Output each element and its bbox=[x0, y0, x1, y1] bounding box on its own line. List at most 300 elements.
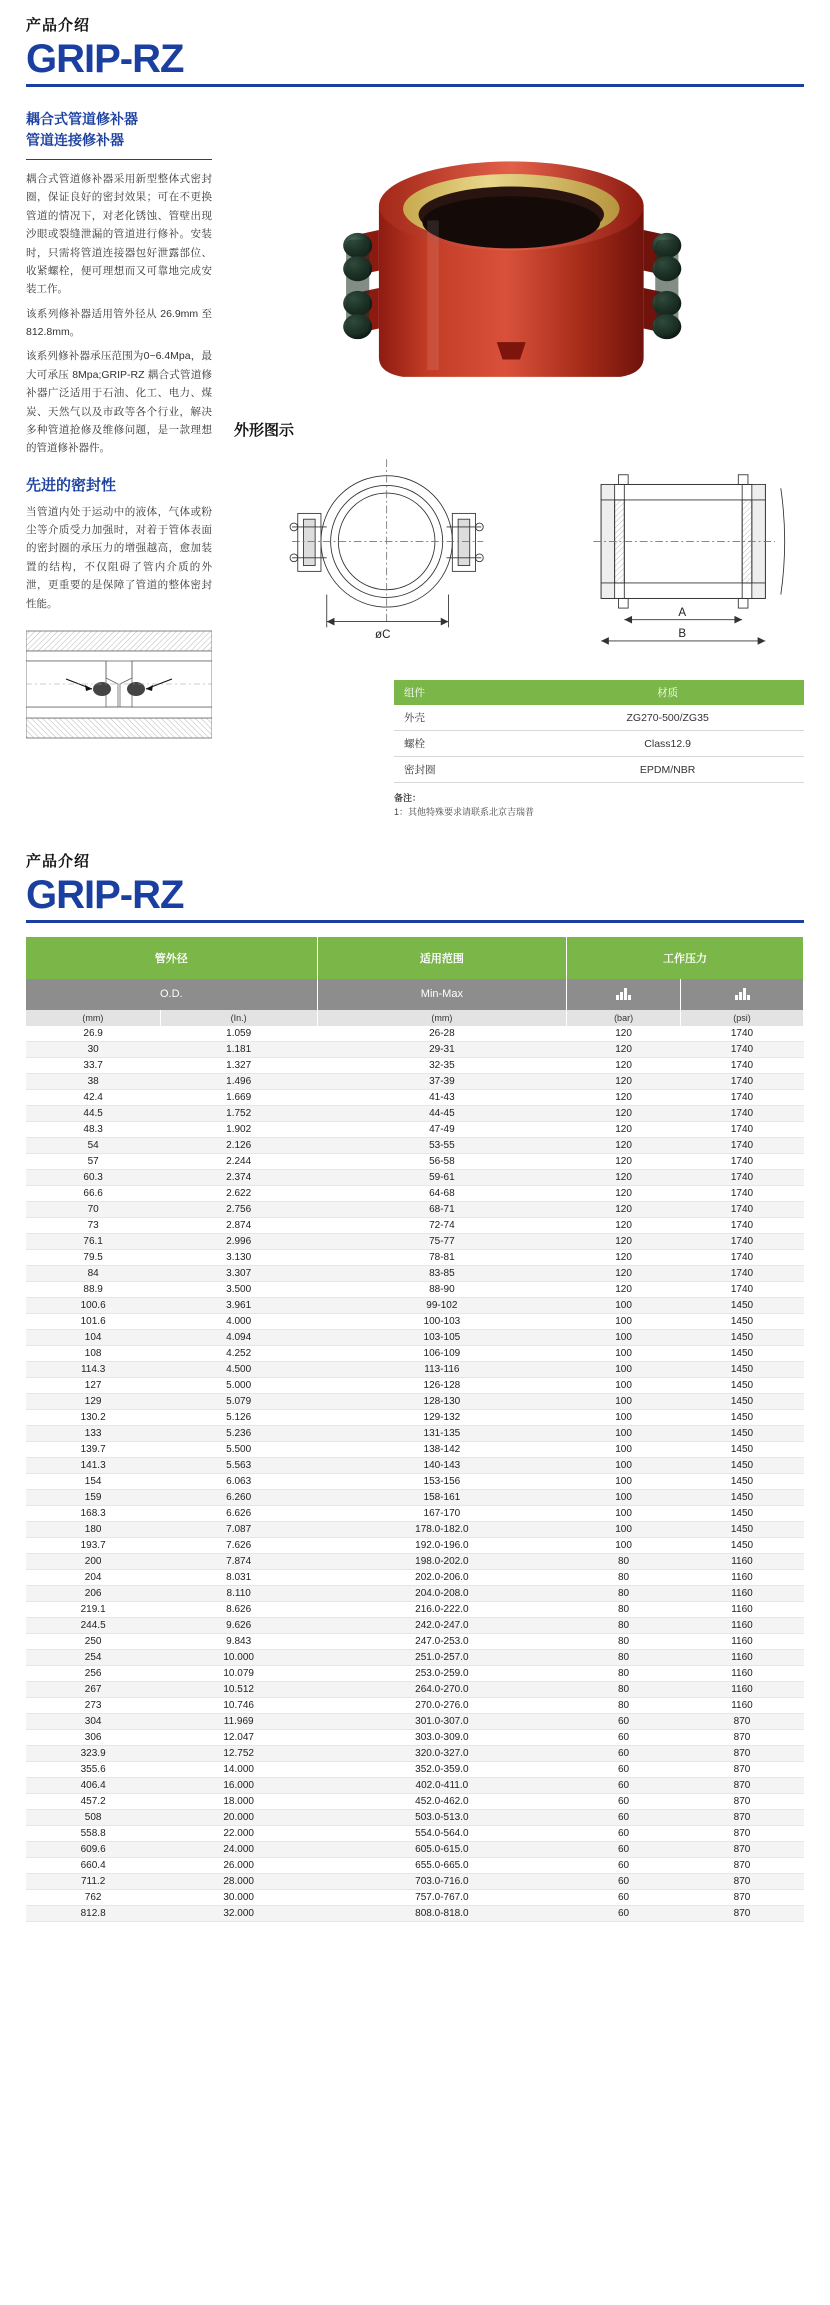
spec-cell-psi: 1450 bbox=[681, 1489, 804, 1505]
table-row bbox=[26, 1617, 804, 1633]
spec-cell-od_in: 10.079 bbox=[160, 1665, 317, 1681]
specification-table bbox=[26, 937, 804, 1922]
spec-cell-range_mm: 129-132 bbox=[317, 1409, 567, 1425]
spec-cell-od_mm: 256 bbox=[26, 1665, 160, 1681]
table-row bbox=[26, 1633, 804, 1649]
spec-cell-range_mm: 153-156 bbox=[317, 1473, 567, 1489]
spec-cell-range_mm: 655.0-665.0 bbox=[317, 1857, 567, 1873]
spec-cell-psi: 1450 bbox=[681, 1393, 804, 1409]
spec-cell-od_in: 10.746 bbox=[160, 1697, 317, 1713]
spec-cell-range_mm: 138-142 bbox=[317, 1441, 567, 1457]
table-row bbox=[26, 1121, 804, 1137]
spec-cell-psi: 1740 bbox=[681, 1153, 804, 1169]
spec-cell-od_mm: 355.6 bbox=[26, 1761, 160, 1777]
spec-cell-range_mm: 56-58 bbox=[317, 1153, 567, 1169]
spec-cell-od_mm: 130.2 bbox=[26, 1409, 160, 1425]
table-row bbox=[26, 1057, 804, 1073]
spec-cell-range_mm: 47-49 bbox=[317, 1121, 567, 1137]
intro-paragraph-3: 该系列修补器承压范围为0~6.4Mpa，最大可承压 8Mpa;GRIP-RZ 耦合式管道修补器广泛适用于石油、化工、电力、煤炭、天然气以及市政等各个行业，解决多种管道抢修及维修问题，是一款理想的管道修补器件。 bbox=[26, 350, 212, 455]
spec-cell-psi: 1160 bbox=[681, 1697, 804, 1713]
outline-drawings bbox=[234, 446, 804, 666]
spec-cell-psi: 870 bbox=[681, 1889, 804, 1905]
spec-cell-od_in: 3.307 bbox=[160, 1265, 317, 1281]
spec-cell-bar: 100 bbox=[567, 1473, 681, 1489]
spec-cell-bar: 100 bbox=[567, 1329, 681, 1345]
spec-group-range: 适用范围 bbox=[317, 937, 567, 979]
spec-cell-bar: 60 bbox=[567, 1889, 681, 1905]
spec-cell-od_in: 9.843 bbox=[160, 1633, 317, 1649]
spec-unit-header-row bbox=[26, 1010, 804, 1026]
spec-cell-bar: 120 bbox=[567, 1249, 681, 1265]
spec-cell-od_in: 32.000 bbox=[160, 1905, 317, 1921]
spec-cell-bar: 60 bbox=[567, 1761, 681, 1777]
spec-cell-od_mm: 206 bbox=[26, 1585, 160, 1601]
spec-cell-range_mm: 178.0-182.0 bbox=[317, 1521, 567, 1537]
spec-cell-bar: 100 bbox=[567, 1361, 681, 1377]
brand-title: GRIP-RZ bbox=[26, 37, 184, 81]
spec-cell-bar: 60 bbox=[567, 1825, 681, 1841]
table-row bbox=[26, 1713, 804, 1729]
intro-paragraph-2: 该系列修补器适用管外径从 26.9mm 至 812.8mm。 bbox=[26, 307, 212, 338]
spec-cell-od_in: 7.874 bbox=[160, 1553, 317, 1569]
spec-cell-range_mm: 72-74 bbox=[317, 1217, 567, 1233]
spec-cell-psi: 1740 bbox=[681, 1265, 804, 1281]
spec-cell-bar: 60 bbox=[567, 1841, 681, 1857]
table-row bbox=[26, 1073, 804, 1089]
spec-cell-od_mm: 66.6 bbox=[26, 1185, 160, 1201]
spec-cell-bar: 120 bbox=[567, 1153, 681, 1169]
spec-cell-range_mm: 113-116 bbox=[317, 1361, 567, 1377]
spec-cell-od_in: 5.000 bbox=[160, 1377, 317, 1393]
material-note-text: 1：其他特殊要求请联系北京吉瑞普 bbox=[394, 807, 535, 818]
spec-cell-bar: 80 bbox=[567, 1601, 681, 1617]
pressure-gauge-icon-psi bbox=[681, 979, 804, 1010]
spec-cell-od_mm: 127 bbox=[26, 1377, 160, 1393]
spec-cell-range_mm: 301.0-307.0 bbox=[317, 1713, 567, 1729]
spec-cell-psi: 1450 bbox=[681, 1409, 804, 1425]
table-row bbox=[394, 705, 804, 731]
table-row bbox=[26, 1345, 804, 1361]
spec-cell-bar: 120 bbox=[567, 1137, 681, 1153]
table-row bbox=[26, 1697, 804, 1713]
table-row bbox=[26, 1857, 804, 1873]
spec-cell-psi: 1740 bbox=[681, 1249, 804, 1265]
spec-cell-psi: 1740 bbox=[681, 1233, 804, 1249]
spec-cell-od_in: 10.512 bbox=[160, 1681, 317, 1697]
spec-cell-psi: 1450 bbox=[681, 1377, 804, 1393]
table-row bbox=[26, 1505, 804, 1521]
spec-cell-range_mm: 64-68 bbox=[317, 1185, 567, 1201]
spec-sub-od: O.D. bbox=[26, 979, 317, 1010]
spec-cell-psi: 1740 bbox=[681, 1089, 804, 1105]
spec-cell-range_mm: 32-35 bbox=[317, 1057, 567, 1073]
spec-cell-range_mm: 131-135 bbox=[317, 1425, 567, 1441]
spec-cell-bar: 120 bbox=[567, 1105, 681, 1121]
table-row bbox=[394, 731, 804, 757]
spec-cell-od_mm: 219.1 bbox=[26, 1601, 160, 1617]
spec-cell-bar: 100 bbox=[567, 1409, 681, 1425]
spec-cell-psi: 1740 bbox=[681, 1073, 804, 1089]
spec-cell-od_in: 12.752 bbox=[160, 1745, 317, 1761]
spec-cell-range_mm: 128-130 bbox=[317, 1393, 567, 1409]
spec-cell-range_mm: 83-85 bbox=[317, 1265, 567, 1281]
spec-cell-od_in: 3.130 bbox=[160, 1249, 317, 1265]
spec-cell-psi: 1160 bbox=[681, 1601, 804, 1617]
spec-cell-od_mm: 54 bbox=[26, 1137, 160, 1153]
table-row bbox=[26, 1761, 804, 1777]
spec-cell-bar: 120 bbox=[567, 1121, 681, 1137]
table-row bbox=[26, 1841, 804, 1857]
spec-cell-bar: 120 bbox=[567, 1201, 681, 1217]
spec-cell-od_in: 4.094 bbox=[160, 1329, 317, 1345]
material-value-1: Class12.9 bbox=[531, 731, 804, 757]
spec-cell-bar: 120 bbox=[567, 1217, 681, 1233]
spec-cell-range_mm: 68-71 bbox=[317, 1201, 567, 1217]
spec-cell-bar: 80 bbox=[567, 1633, 681, 1649]
spec-cell-od_mm: 44.5 bbox=[26, 1105, 160, 1121]
spec-cell-od_mm: 306 bbox=[26, 1729, 160, 1745]
outline-drawing-title: 外形图示 bbox=[234, 422, 295, 439]
spec-cell-od_mm: 42.4 bbox=[26, 1089, 160, 1105]
spec-cell-psi: 870 bbox=[681, 1761, 804, 1777]
spec-cell-range_mm: 402.0-411.0 bbox=[317, 1777, 567, 1793]
spec-cell-range_mm: 270.0-276.0 bbox=[317, 1697, 567, 1713]
spec-cell-bar: 100 bbox=[567, 1505, 681, 1521]
product-photo bbox=[234, 109, 804, 409]
spec-cell-od_in: 6.626 bbox=[160, 1505, 317, 1521]
seal-section-text: 当管道内处于运动中的液体，气体或粉尘等介质受力加强时，对着于管体表面的密封圈的承压力的增强越高，愈加装置的结构，不仅阻碍了管内介质的外泄，更重要的是保障了管道的整体密封性能。 bbox=[26, 505, 212, 610]
spec-cell-od_mm: 79.5 bbox=[26, 1249, 160, 1265]
material-header-component: 组件 bbox=[394, 680, 531, 705]
spec-cell-range_mm: 158-161 bbox=[317, 1489, 567, 1505]
spec-sub-header-row bbox=[26, 979, 804, 1010]
spec-cell-range_mm: 251.0-257.0 bbox=[317, 1649, 567, 1665]
spec-cell-od_mm: 304 bbox=[26, 1713, 160, 1729]
spec-cell-od_mm: 141.3 bbox=[26, 1457, 160, 1473]
spec-cell-bar: 80 bbox=[567, 1585, 681, 1601]
spec-cell-od_in: 5.236 bbox=[160, 1425, 317, 1441]
spec-cell-range_mm: 103-105 bbox=[317, 1329, 567, 1345]
spec-cell-od_mm: 48.3 bbox=[26, 1121, 160, 1137]
spec-cell-range_mm: 88-90 bbox=[317, 1281, 567, 1297]
table-row bbox=[26, 1553, 804, 1569]
table-row bbox=[26, 1889, 804, 1905]
table-row bbox=[26, 1265, 804, 1281]
spec-cell-psi: 1450 bbox=[681, 1537, 804, 1553]
brand-underline bbox=[26, 84, 804, 87]
spec-cell-psi: 1740 bbox=[681, 1201, 804, 1217]
spec-cell-bar: 100 bbox=[567, 1345, 681, 1361]
spec-cell-range_mm: 204.0-208.0 bbox=[317, 1585, 567, 1601]
spec-cell-psi: 1160 bbox=[681, 1585, 804, 1601]
material-header-material: 材质 bbox=[531, 680, 804, 705]
spec-cell-bar: 80 bbox=[567, 1569, 681, 1585]
spec-group-header-row bbox=[26, 937, 804, 979]
table-row bbox=[26, 1185, 804, 1201]
material-table bbox=[394, 680, 804, 783]
spec-cell-psi: 1160 bbox=[681, 1633, 804, 1649]
spec-cell-range_mm: 216.0-222.0 bbox=[317, 1601, 567, 1617]
spec-cell-range_mm: 26-28 bbox=[317, 1026, 567, 1042]
spec-unit-psi: (psi) bbox=[681, 1010, 804, 1026]
page2-brand-underline bbox=[26, 920, 804, 923]
spec-cell-range_mm: 53-55 bbox=[317, 1137, 567, 1153]
spec-cell-bar: 120 bbox=[567, 1169, 681, 1185]
spec-cell-psi: 870 bbox=[681, 1745, 804, 1761]
spec-cell-od_mm: 193.7 bbox=[26, 1537, 160, 1553]
spec-cell-bar: 120 bbox=[567, 1041, 681, 1057]
spec-cell-bar: 120 bbox=[567, 1265, 681, 1281]
spec-cell-range_mm: 29-31 bbox=[317, 1041, 567, 1057]
intro-left-column bbox=[26, 109, 212, 820]
pressure-gauge-icon-bar bbox=[567, 979, 681, 1010]
spec-cell-bar: 80 bbox=[567, 1697, 681, 1713]
spec-cell-range_mm: 202.0-206.0 bbox=[317, 1569, 567, 1585]
material-note-title: 备注： bbox=[394, 793, 422, 803]
spec-cell-range_mm: 106-109 bbox=[317, 1345, 567, 1361]
spec-cell-od_in: 4.000 bbox=[160, 1313, 317, 1329]
table-row bbox=[26, 1809, 804, 1825]
spec-cell-od_in: 10.000 bbox=[160, 1649, 317, 1665]
spec-cell-od_mm: 100.6 bbox=[26, 1297, 160, 1313]
spec-cell-od_mm: 133 bbox=[26, 1425, 160, 1441]
spec-cell-od_in: 28.000 bbox=[160, 1873, 317, 1889]
spec-cell-range_mm: 37-39 bbox=[317, 1073, 567, 1089]
spec-cell-range_mm: 605.0-615.0 bbox=[317, 1841, 567, 1857]
spec-cell-psi: 1740 bbox=[681, 1057, 804, 1073]
spec-cell-od_mm: 558.8 bbox=[26, 1825, 160, 1841]
spec-cell-psi: 1450 bbox=[681, 1425, 804, 1441]
spec-cell-psi: 1740 bbox=[681, 1137, 804, 1153]
spec-cell-psi: 1450 bbox=[681, 1521, 804, 1537]
spec-cell-od_in: 14.000 bbox=[160, 1761, 317, 1777]
page2-brand-title: GRIP-RZ bbox=[26, 872, 184, 917]
spec-cell-bar: 100 bbox=[567, 1521, 681, 1537]
spec-unit-bar: (bar) bbox=[567, 1010, 681, 1026]
section-spec-table bbox=[0, 820, 830, 1942]
table-row bbox=[26, 1745, 804, 1761]
spec-cell-bar: 100 bbox=[567, 1489, 681, 1505]
spec-cell-od_mm: 711.2 bbox=[26, 1873, 160, 1889]
spec-cell-od_mm: 108 bbox=[26, 1345, 160, 1361]
spec-cell-od_in: 12.047 bbox=[160, 1729, 317, 1745]
spec-cell-od_mm: 38 bbox=[26, 1073, 160, 1089]
spec-unit-range-mm: (mm) bbox=[317, 1010, 567, 1026]
table-row bbox=[26, 1297, 804, 1313]
spec-cell-od_in: 3.961 bbox=[160, 1297, 317, 1313]
spec-cell-od_in: 5.079 bbox=[160, 1393, 317, 1409]
spec-cell-od_in: 7.087 bbox=[160, 1521, 317, 1537]
spec-cell-psi: 870 bbox=[681, 1825, 804, 1841]
spec-cell-range_mm: 247.0-253.0 bbox=[317, 1633, 567, 1649]
spec-cell-od_in: 5.563 bbox=[160, 1457, 317, 1473]
spec-cell-psi: 870 bbox=[681, 1905, 804, 1921]
spec-cell-od_in: 1.752 bbox=[160, 1105, 317, 1121]
dim-label-B: B bbox=[678, 628, 687, 641]
spec-cell-od_mm: 254 bbox=[26, 1649, 160, 1665]
spec-cell-range_mm: 808.0-818.0 bbox=[317, 1905, 567, 1921]
table-row bbox=[26, 1777, 804, 1793]
material-component-0: 外壳 bbox=[394, 705, 531, 731]
spec-cell-psi: 1740 bbox=[681, 1281, 804, 1297]
spec-cell-psi: 1450 bbox=[681, 1297, 804, 1313]
table-row bbox=[26, 1441, 804, 1457]
spec-cell-od_mm: 812.8 bbox=[26, 1905, 160, 1921]
spec-cell-range_mm: 167-170 bbox=[317, 1505, 567, 1521]
spec-cell-od_mm: 200 bbox=[26, 1553, 160, 1569]
table-row bbox=[26, 1905, 804, 1921]
spec-cell-range_mm: 757.0-767.0 bbox=[317, 1889, 567, 1905]
spec-cell-bar: 100 bbox=[567, 1537, 681, 1553]
table-row bbox=[26, 1601, 804, 1617]
table-row bbox=[26, 1217, 804, 1233]
spec-cell-od_in: 6.260 bbox=[160, 1489, 317, 1505]
spec-cell-psi: 1450 bbox=[681, 1441, 804, 1457]
spec-cell-od_in: 5.126 bbox=[160, 1409, 317, 1425]
spec-cell-od_mm: 154 bbox=[26, 1473, 160, 1489]
spec-cell-psi: 1450 bbox=[681, 1457, 804, 1473]
spec-cell-psi: 870 bbox=[681, 1713, 804, 1729]
spec-group-pressure: 工作压力 bbox=[567, 937, 804, 979]
spec-cell-od_mm: 168.3 bbox=[26, 1505, 160, 1521]
spec-cell-range_mm: 320.0-327.0 bbox=[317, 1745, 567, 1761]
spec-cell-bar: 120 bbox=[567, 1185, 681, 1201]
spec-cell-range_mm: 75-77 bbox=[317, 1233, 567, 1249]
table-row bbox=[26, 1281, 804, 1297]
spec-cell-range_mm: 303.0-309.0 bbox=[317, 1729, 567, 1745]
spec-cell-psi: 870 bbox=[681, 1793, 804, 1809]
spec-cell-od_mm: 180 bbox=[26, 1521, 160, 1537]
dim-label-A: A bbox=[678, 606, 687, 619]
spec-cell-od_in: 16.000 bbox=[160, 1777, 317, 1793]
spec-cell-od_in: 8.031 bbox=[160, 1569, 317, 1585]
table-row bbox=[26, 1537, 804, 1553]
spec-cell-range_mm: 198.0-202.0 bbox=[317, 1553, 567, 1569]
spec-cell-od_mm: 267 bbox=[26, 1681, 160, 1697]
spec-cell-od_mm: 204 bbox=[26, 1569, 160, 1585]
table-row bbox=[394, 757, 804, 783]
spec-cell-bar: 60 bbox=[567, 1857, 681, 1873]
spec-cell-od_mm: 244.5 bbox=[26, 1617, 160, 1633]
spec-cell-psi: 1160 bbox=[681, 1665, 804, 1681]
subtitle-divider bbox=[26, 159, 212, 160]
table-row bbox=[26, 1425, 804, 1441]
spec-cell-bar: 60 bbox=[567, 1713, 681, 1729]
table-row bbox=[26, 1489, 804, 1505]
material-note bbox=[394, 791, 804, 820]
specification-table-body bbox=[26, 1026, 804, 1922]
spec-cell-od_mm: 101.6 bbox=[26, 1313, 160, 1329]
spec-cell-od_mm: 129 bbox=[26, 1393, 160, 1409]
spec-cell-od_in: 2.622 bbox=[160, 1185, 317, 1201]
table-row bbox=[26, 1313, 804, 1329]
spec-cell-od_mm: 159 bbox=[26, 1489, 160, 1505]
spec-cell-range_mm: 192.0-196.0 bbox=[317, 1537, 567, 1553]
material-component-2: 密封圈 bbox=[394, 757, 531, 783]
spec-cell-range_mm: 242.0-247.0 bbox=[317, 1617, 567, 1633]
spec-cell-od_mm: 250 bbox=[26, 1633, 160, 1649]
table-row bbox=[26, 1153, 804, 1169]
spec-cell-od_in: 2.126 bbox=[160, 1137, 317, 1153]
spec-cell-od_in: 1.059 bbox=[160, 1026, 317, 1042]
spec-cell-bar: 100 bbox=[567, 1425, 681, 1441]
spec-cell-psi: 1450 bbox=[681, 1505, 804, 1521]
spec-cell-range_mm: 554.0-564.0 bbox=[317, 1825, 567, 1841]
spec-cell-psi: 1450 bbox=[681, 1345, 804, 1361]
spec-cell-bar: 80 bbox=[567, 1617, 681, 1633]
spec-cell-bar: 120 bbox=[567, 1233, 681, 1249]
spec-cell-bar: 120 bbox=[567, 1073, 681, 1089]
spec-cell-od_in: 1.327 bbox=[160, 1057, 317, 1073]
spec-cell-od_in: 7.626 bbox=[160, 1537, 317, 1553]
spec-cell-od_mm: 104 bbox=[26, 1329, 160, 1345]
spec-cell-od_in: 24.000 bbox=[160, 1841, 317, 1857]
spec-cell-od_mm: 762 bbox=[26, 1889, 160, 1905]
section-product-intro bbox=[0, 0, 830, 820]
spec-unit-mm: (mm) bbox=[26, 1010, 160, 1026]
spec-cell-od_in: 3.500 bbox=[160, 1281, 317, 1297]
spec-cell-od_in: 8.626 bbox=[160, 1601, 317, 1617]
intro-paragraph-1: 耦合式管道修补器采用新型整体式密封圈，保证良好的密封效果；可在不更换管道的情况下，对老化锈蚀、管壁出现沙眼或裂缝泄漏的管道进行修补。安装时，只需将管道连接器包好泄露部位、收紧螺栓，便可理想而又可靠地完成安装工作。 bbox=[26, 173, 212, 296]
spec-cell-od_in: 2.374 bbox=[160, 1169, 317, 1185]
spec-cell-bar: 100 bbox=[567, 1377, 681, 1393]
spec-cell-od_in: 2.874 bbox=[160, 1217, 317, 1233]
table-row bbox=[26, 1041, 804, 1057]
spec-cell-bar: 100 bbox=[567, 1313, 681, 1329]
spec-cell-od_mm: 73 bbox=[26, 1217, 160, 1233]
table-row bbox=[26, 1361, 804, 1377]
table-row bbox=[26, 1329, 804, 1345]
spec-cell-range_mm: 703.0-716.0 bbox=[317, 1873, 567, 1889]
spec-cell-od_in: 26.000 bbox=[160, 1857, 317, 1873]
spec-cell-psi: 870 bbox=[681, 1777, 804, 1793]
table-row bbox=[26, 1457, 804, 1473]
dim-label-phiC: øC bbox=[375, 629, 391, 642]
spec-cell-od_in: 1.181 bbox=[160, 1041, 317, 1057]
table-row bbox=[26, 1105, 804, 1121]
spec-cell-od_mm: 76.1 bbox=[26, 1233, 160, 1249]
spec-cell-psi: 1740 bbox=[681, 1041, 804, 1057]
spec-cell-psi: 1740 bbox=[681, 1169, 804, 1185]
product-subtitle-line1: 耦合式管道修补器 bbox=[26, 111, 138, 127]
spec-cell-bar: 100 bbox=[567, 1457, 681, 1473]
seal-cross-section-diagram bbox=[26, 623, 212, 743]
spec-cell-od_mm: 660.4 bbox=[26, 1857, 160, 1873]
material-table-header-row bbox=[394, 680, 804, 705]
table-row bbox=[26, 1585, 804, 1601]
table-row bbox=[26, 1569, 804, 1585]
spec-cell-bar: 120 bbox=[567, 1057, 681, 1073]
table-row bbox=[26, 1873, 804, 1889]
spec-cell-bar: 60 bbox=[567, 1873, 681, 1889]
table-row bbox=[26, 1729, 804, 1745]
spec-cell-range_mm: 503.0-513.0 bbox=[317, 1809, 567, 1825]
spec-cell-od_mm: 457.2 bbox=[26, 1793, 160, 1809]
spec-cell-od_in: 1.496 bbox=[160, 1073, 317, 1089]
spec-cell-od_in: 2.244 bbox=[160, 1153, 317, 1169]
table-row bbox=[26, 1089, 804, 1105]
spec-cell-range_mm: 126-128 bbox=[317, 1377, 567, 1393]
spec-cell-psi: 1740 bbox=[681, 1185, 804, 1201]
spec-cell-psi: 870 bbox=[681, 1873, 804, 1889]
spec-cell-range_mm: 100-103 bbox=[317, 1313, 567, 1329]
spec-cell-psi: 870 bbox=[681, 1841, 804, 1857]
spec-cell-range_mm: 44-45 bbox=[317, 1105, 567, 1121]
spec-cell-bar: 100 bbox=[567, 1297, 681, 1313]
spec-cell-bar: 80 bbox=[567, 1681, 681, 1697]
spec-cell-od_mm: 323.9 bbox=[26, 1745, 160, 1761]
table-row bbox=[26, 1793, 804, 1809]
